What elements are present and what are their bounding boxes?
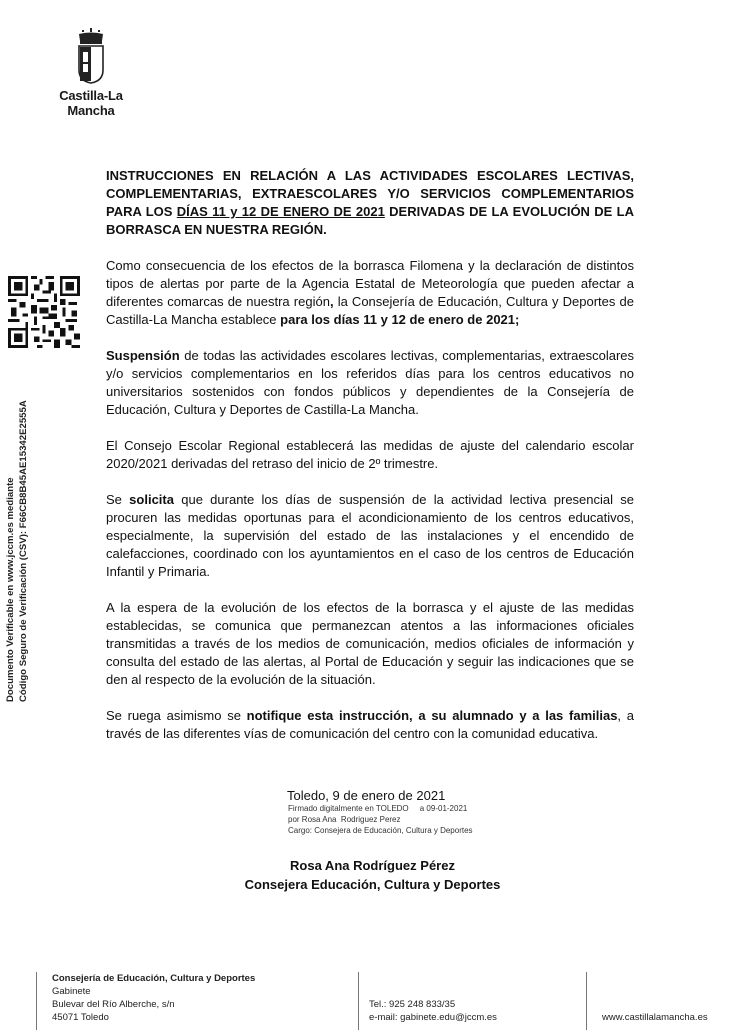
footer-street: Bulevar del Río Alberche, s/n bbox=[52, 999, 175, 1010]
qr-code-icon bbox=[8, 276, 80, 348]
p2-text-b: de todas las actividades escolares lectivas, complementarias, extraescolares y/o servicios complementarios en los referidos días para los centros educativos no universitarios sostenidos con fondos públicos y dependientes de la Consejería de Educación, Cultura y Deportes de Castilla-La Mancha. bbox=[106, 348, 634, 417]
digital-signature-line-2: por Rosa Ana Rodriguez Perez bbox=[288, 815, 401, 824]
verification-line-2: Código Seguro de Verificación (CSV): F66CB8B45AE15342E2555A bbox=[18, 400, 29, 702]
footer-address bbox=[52, 972, 255, 1024]
castilla-la-mancha-coat-of-arms-icon bbox=[73, 28, 109, 84]
title-part-2: DERIVADAS DE LA EVOLUCIÓN DE LA BORRASCA EN NUESTRA REGIÓN. bbox=[106, 204, 634, 237]
place-date: Toledo, 9 de enero de 2021 bbox=[287, 788, 446, 803]
title-underlined-dates: DÍAS 11 y 12 DE ENERO DE 2021 bbox=[176, 204, 385, 219]
footer-website[interactable]: www.castillalamancha.es bbox=[602, 1012, 708, 1023]
footer-divider-1 bbox=[36, 972, 37, 1030]
footer-city: 45071 Toledo bbox=[52, 1012, 109, 1023]
p6-text-b: notifique esta instrucción, a su alumnado y a las familias bbox=[246, 708, 618, 723]
digital-signature-stamp bbox=[288, 803, 473, 836]
signer-name: Rosa Ana Rodríguez Pérez bbox=[290, 858, 455, 873]
logo-text: Castilla-La Mancha bbox=[59, 88, 123, 118]
verification-line-1: Documento Verificable en www.jccm.es mediante bbox=[5, 477, 16, 702]
paragraph-2 bbox=[106, 347, 634, 419]
footer-divider-2 bbox=[358, 972, 359, 1030]
paragraph-1 bbox=[106, 257, 634, 329]
p4-text-a: Se bbox=[106, 492, 130, 507]
footer-email[interactable]: e-mail: gabinete.edu@jccm.es bbox=[369, 1012, 497, 1023]
footer-unit: Gabinete bbox=[52, 986, 91, 997]
paragraph-4 bbox=[106, 491, 634, 581]
p6-text-a: Se ruega asimismo se bbox=[106, 708, 247, 723]
paragraph-5: A la espera de la evolución de los efectos de la borrasca y el ajuste de las medidas establecidas, se comunica que permanezcan atentos a las informaciones oficiales transmitidas a través de los medios de comunicación, medios oficiales de información y consulta del estado de las alertas, al Portal de Educación y seguir las indicaciones que se den al respecto de la evolución de la situación. bbox=[106, 600, 634, 687]
p1-text-a: Como consecuencia de los efectos de la borrasca Filomena y la declaración de distintos tipos de alertas por parte de la Agencia Estatal de Meteorología que pueden afectar a diferentes comarcas de nuestra región bbox=[106, 258, 634, 309]
p4-text-b: solicita bbox=[129, 492, 174, 507]
footer-phone: Tel.: 925 248 833/35 bbox=[369, 999, 456, 1010]
signer-role: Consejera Educación, Cultura y Deportes bbox=[244, 877, 501, 892]
verification-text bbox=[4, 352, 30, 702]
paragraph-6 bbox=[106, 707, 634, 743]
digital-signature-line-1: Firmado digitalmente en TOLEDO a 09-01-2021 bbox=[288, 804, 468, 813]
paragraph-3: El Consejo Escolar Regional establecerá las medidas de ajuste del calendario escolar 2020/2021 derivadas del retraso del inicio de 2º trimestre. bbox=[106, 438, 634, 471]
p1-text-b: , bbox=[329, 294, 338, 309]
footer-divider-3 bbox=[586, 972, 587, 1030]
document-title bbox=[106, 167, 634, 239]
p1-text-d: para los días 11 y 12 de enero de 2021; bbox=[280, 312, 520, 327]
title-part-1: INSTRUCCIONES EN RELACIÓN A LAS ACTIVIDADES ESCOLARES LECTIVAS, COMPLEMENTARIAS, EXTRAESCOLARES Y/O SERVICIOS COMPLEMENTARIOS PARA LOS bbox=[106, 168, 634, 219]
p6-text-c: , a través de las diferentes vías de comunicación del centro con la comunidad educativa. bbox=[106, 708, 634, 741]
document-body bbox=[106, 167, 634, 761]
footer-department: Consejería de Educación, Cultura y Deportes bbox=[52, 973, 256, 984]
p2-text-a: Suspensión bbox=[106, 348, 180, 363]
p4-text-c: que durante los días de suspensión de la actividad lectiva presencial se procuren las medidas oportunas para el acondicionamiento de los centros educativos, especialmente, la supervisión del estado de las instalaciones y el encendido de calefacciones, coordinado con los ayuntamientos en el caso de los centros de Educación Infantil y Primaria. bbox=[106, 492, 635, 579]
footer-contact bbox=[369, 998, 497, 1024]
logo bbox=[36, 28, 146, 118]
p1-text-c: la Consejería de Educación, Cultura y Deportes de Castilla-La Mancha establece bbox=[106, 294, 634, 327]
digital-signature-line-3: Cargo: Consejera de Educación, Cultura y Deportes bbox=[288, 826, 473, 835]
